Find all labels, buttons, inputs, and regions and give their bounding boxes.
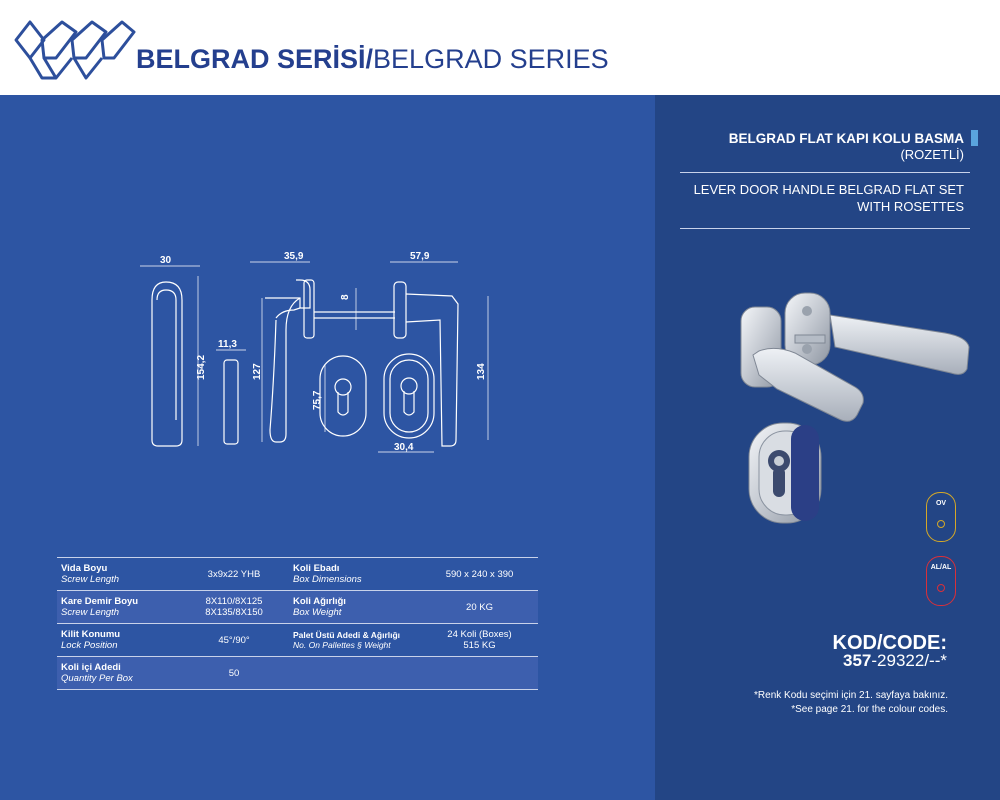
- value: 515 KG: [463, 640, 496, 651]
- dim-134: 134: [476, 363, 487, 380]
- table-row: [57, 623, 538, 656]
- table-row: [57, 557, 538, 590]
- product-title-tr: BELGRAD FLAT KAPI KOLU BASMA: [728, 131, 964, 146]
- swatch-alal[interactable]: [926, 556, 956, 606]
- label-en: No. On Pallettes § Weight: [293, 640, 391, 650]
- value: 24 Koli (Boxes): [447, 629, 512, 640]
- value: 590 x 240 x 390: [445, 568, 514, 580]
- dim-30-4: 30,4: [394, 442, 414, 453]
- product-title-en-line2: WITH ROSETTES: [857, 199, 964, 214]
- dim-127: 127: [252, 363, 263, 380]
- label-tr: Koli Ağırlığı: [293, 596, 346, 607]
- label-tr: Kilit Konumu: [61, 629, 121, 640]
- value: 8X110/8X125: [205, 596, 263, 607]
- label-en: Lock Position: [61, 640, 118, 651]
- table-row: [57, 656, 538, 689]
- value: 8X135/8X150: [205, 607, 263, 618]
- code-value: [843, 651, 947, 671]
- page-header: [0, 0, 1000, 95]
- value: 50: [228, 667, 240, 679]
- series-title-en: BELGRAD SERIES: [373, 44, 609, 74]
- label-en: Quantity Per Box: [61, 673, 133, 684]
- divider: [680, 172, 970, 173]
- label-tr: Palet Üstü Adedi & Ağırlığı: [293, 630, 401, 640]
- product-subtitle-tr: (ROZETLİ): [900, 147, 964, 162]
- label-tr: Koli Ebadı: [293, 563, 340, 574]
- swatch-alal-dot: [937, 584, 945, 592]
- table-row: [57, 590, 538, 623]
- swatch-ov[interactable]: [926, 492, 956, 542]
- product-title-en-line1: LEVER DOOR HANDLE BELGRAD FLAT SET: [693, 182, 964, 197]
- swatch-alal-label: AL/AL: [930, 564, 952, 571]
- dim-30: 30: [160, 255, 172, 266]
- note-en: *See page 21. for the colour codes.: [791, 704, 948, 715]
- dim-35-9: 35,9: [284, 251, 304, 262]
- divider: [680, 228, 970, 229]
- technical-drawing: [120, 240, 510, 470]
- value: 20 KG: [466, 601, 493, 613]
- w-logo-icon: [14, 18, 136, 82]
- dim-75-7: 75,7: [312, 390, 323, 410]
- value: 45°/90°: [218, 634, 250, 646]
- specs-table: [57, 557, 538, 690]
- dim-11-3: 11,3: [218, 339, 237, 350]
- label-en: Box Weight: [293, 607, 342, 618]
- dim-8: 8: [340, 294, 351, 300]
- label-tr: Koli içi Adedi: [61, 662, 121, 673]
- swatch-ov-dot: [937, 520, 945, 528]
- label-tr: Kare Demir Boyu: [61, 596, 139, 607]
- code-suffix: -29322/--*: [871, 651, 947, 670]
- label-tr: Vida Boyu: [61, 563, 108, 574]
- swatch-ov-label: OV: [935, 500, 947, 507]
- dim-57-9: 57,9: [410, 251, 430, 262]
- value: 3x9x22 YHB: [207, 568, 261, 580]
- label-en: Screw Length: [61, 574, 120, 585]
- code-prefix: 357: [843, 651, 872, 670]
- dim-154-2: 154,2: [196, 354, 207, 380]
- product-title-en: [694, 181, 964, 215]
- code-label: KOD/CODE:: [832, 632, 947, 654]
- series-title-tr: BELGRAD SERİSİ/: [136, 44, 374, 74]
- page-title: [136, 44, 609, 75]
- title-marker: [971, 130, 978, 146]
- label-en: Box Dimensions: [293, 574, 362, 585]
- note-tr: *Renk Kodu seçimi için 21. sayfaya bakınız.: [754, 690, 948, 701]
- label-en: Screw Length: [61, 607, 120, 618]
